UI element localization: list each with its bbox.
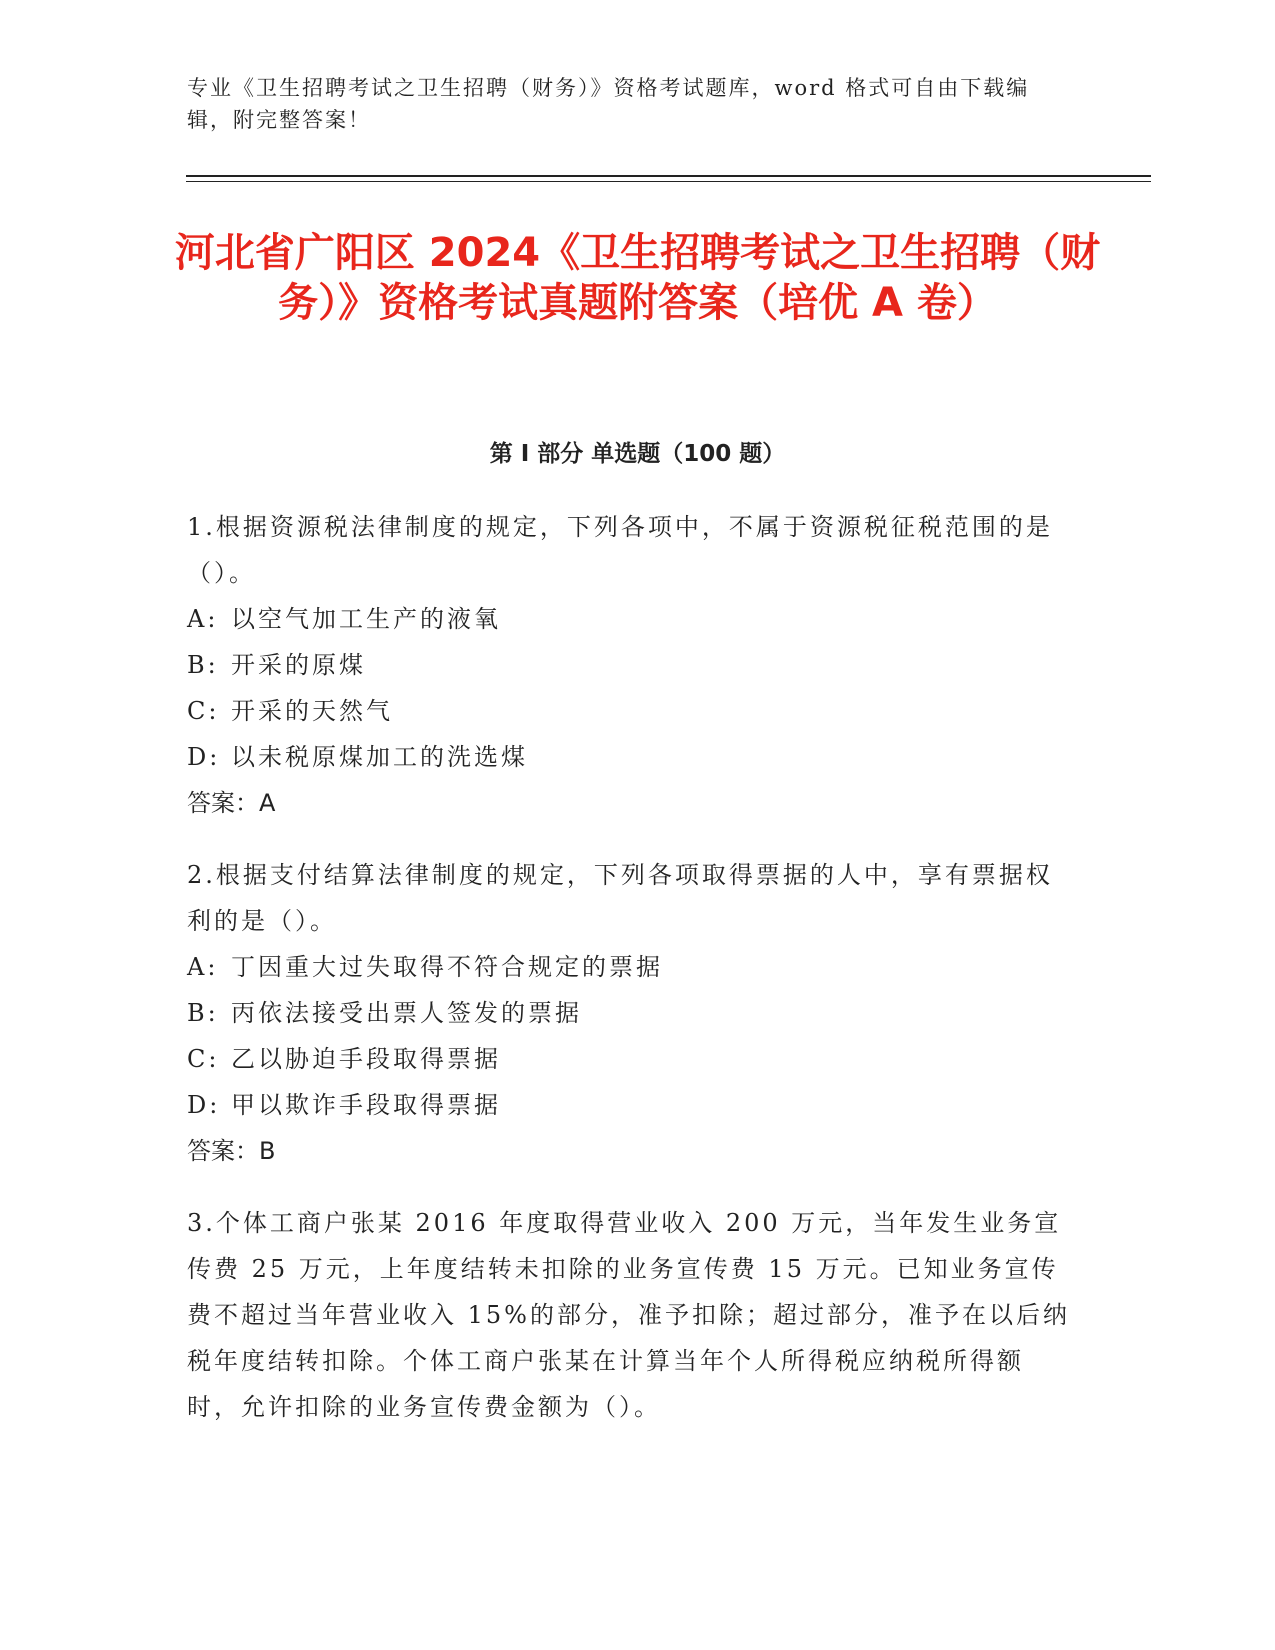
option-letter: D: bbox=[187, 1091, 221, 1119]
option-letter: B: bbox=[187, 999, 219, 1027]
question-3 bbox=[187, 1200, 1077, 1430]
header-note: 专业《卫生招聘考试之卫生招聘（财务）》资格考试题库，word 格式可自由下载编辑，附完整答案！ bbox=[187, 76, 1030, 132]
option-text: 开采的天然气 bbox=[231, 697, 393, 725]
question-stem: 1.根据资源税法律制度的规定，下列各项中，不属于资源税征税范围的是（）。 bbox=[187, 513, 1053, 587]
option-letter: D: bbox=[187, 743, 221, 771]
option-text: 以未税原煤加工的洗选煤 bbox=[231, 743, 528, 771]
option-c bbox=[187, 1036, 1077, 1082]
header-divider-thick bbox=[186, 175, 1151, 177]
option-text: 开采的原煤 bbox=[231, 651, 366, 679]
option-text: 以空气加工生产的液氧 bbox=[231, 605, 501, 633]
option-text: 乙以胁迫手段取得票据 bbox=[231, 1045, 501, 1073]
option-text: 丙依法接受出票人签发的票据 bbox=[231, 999, 582, 1027]
option-a bbox=[187, 944, 1077, 990]
option-b bbox=[187, 990, 1077, 1036]
option-letter: C: bbox=[187, 1045, 220, 1073]
option-text: 甲以欺诈手段取得票据 bbox=[231, 1091, 501, 1119]
question-stem: 2.根据支付结算法律制度的规定，下列各项取得票据的人中，享有票据权利的是（）。 bbox=[187, 861, 1053, 935]
option-c bbox=[187, 688, 1077, 734]
question-2 bbox=[187, 852, 1077, 1174]
section-heading: 第 I 部分 单选题（100 题） bbox=[489, 441, 786, 467]
option-letter: A: bbox=[187, 953, 219, 981]
question-1 bbox=[187, 504, 1077, 826]
option-letter: B: bbox=[187, 651, 219, 679]
question-stem: 3.个体工商户张某 2016 年度取得营业收入 200 万元，当年发生业务宣传费 25 万元，上年度结转未扣除的业务宣传费 15 万元。已知业务宣传费不超过当年营业收入 15%的部分，准予扣除；超过部分，准予在以后纳税年度结转扣除。个体工商户张某在计算当年个人所得税应纳税所得额时，允许扣除的业务宣传费金额为（）。 bbox=[187, 1209, 1070, 1421]
answer-line: 答案：A bbox=[187, 789, 276, 817]
option-letter: A: bbox=[187, 605, 219, 633]
option-d bbox=[187, 734, 1077, 780]
option-text: 丁因重大过失取得不符合规定的票据 bbox=[231, 953, 663, 981]
document-title: 河北省广阳区 2024《卫生招聘考试之卫生招聘（财务）》资格考试真题附答案（培优 A 卷） bbox=[174, 230, 1101, 326]
header-divider-thin bbox=[186, 181, 1151, 182]
option-letter: C: bbox=[187, 697, 220, 725]
option-d bbox=[187, 1082, 1077, 1128]
answer-line: 答案：B bbox=[187, 1137, 276, 1165]
option-b bbox=[187, 642, 1077, 688]
option-a bbox=[187, 596, 1077, 642]
